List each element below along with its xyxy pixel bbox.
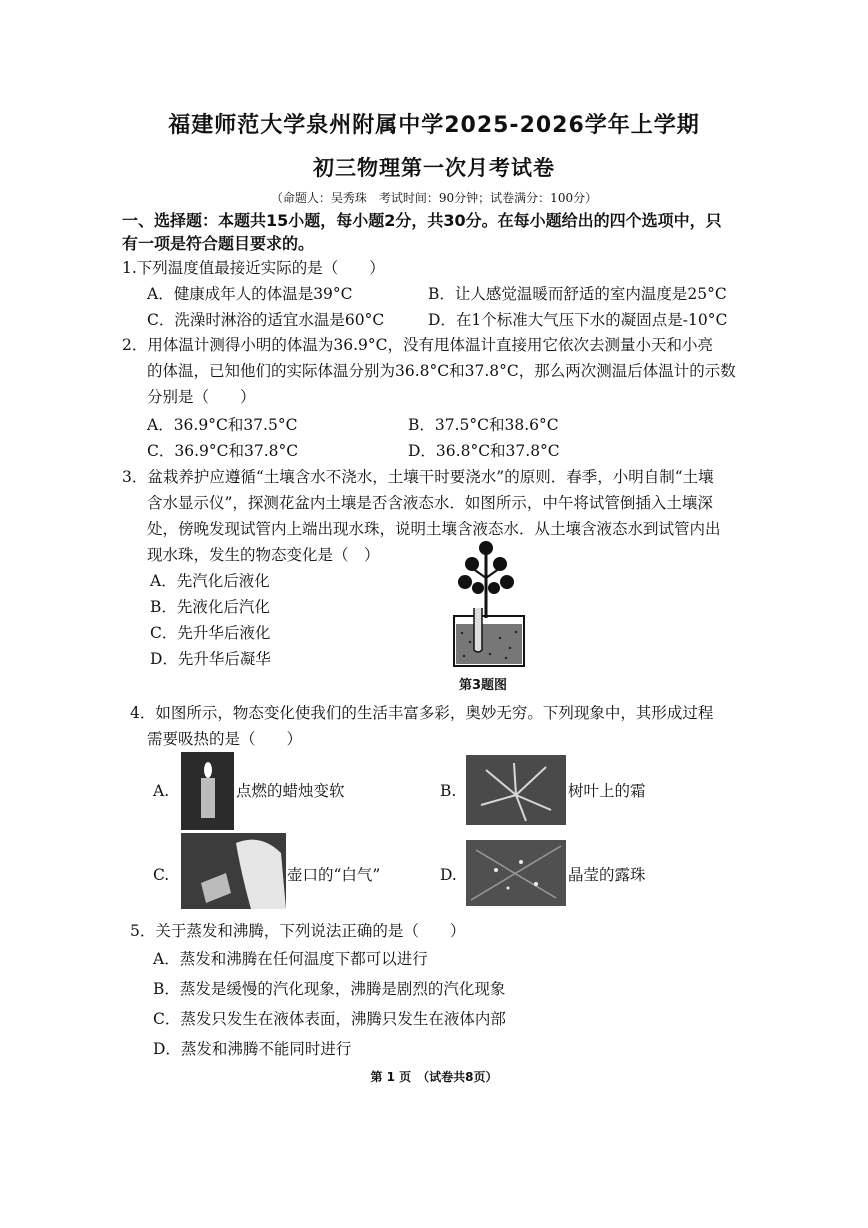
q4-option-d-letter: D.	[440, 866, 457, 884]
q3-line4: 现水珠，发生的物态变化是（ ）	[147, 546, 380, 564]
q3-line1: 3．盆栽养护应遵循“土壤含水不浇水，土壤干时要浇水”的原则．春季，小明自制“土壤	[122, 468, 714, 486]
q2-line1: 2．用体温计测得小明的体温为36.9°C，没有甩体温计直接用它依次去测量小天和小亮	[122, 336, 713, 354]
q3-option-c: C．先升华后液化	[150, 624, 271, 642]
q5-option-c: C．蒸发只发生在液体表面，沸腾只发生在液体内部	[153, 1010, 506, 1028]
q5-option-d: D．蒸发和沸腾不能同时进行	[153, 1040, 352, 1058]
q2-option-d: D．36.8°C和37.8°C	[408, 442, 560, 460]
q2-option-a: A．36.9°C和37.5°C	[147, 416, 298, 434]
q2-option-b: B．37.5°C和38.6°C	[408, 416, 559, 434]
q2-option-c: C．36.9°C和37.8°C	[147, 442, 299, 460]
kettle-steam-photo	[181, 833, 286, 909]
section-heading-line1: 一、选择题：本题共15小题，每小题2分，共30分。在每小题给出的四个选项中，只	[122, 211, 722, 230]
q1-option-b: B．让人感觉温暖而舒适的室内温度是25°C	[428, 285, 727, 303]
q2-line2: 的体温，已知他们的实际体温分别为36.8°C和37.8°C，那么两次测温后体温计的示数	[147, 362, 736, 380]
dew-photo	[466, 840, 566, 906]
candle-photo	[181, 752, 234, 830]
q4-option-c-letter: C.	[153, 866, 170, 884]
q1-option-d: D．在1个标准大气压下水的凝固点是-10°C	[428, 311, 728, 329]
frost-photo	[466, 755, 566, 825]
q4-line1: 4．如图所示，物态变化使我们的生活丰富多彩，奥妙无穷。下列现象中，其形成过程	[130, 704, 714, 722]
q4-option-b-text: 树叶上的霜	[568, 782, 646, 800]
exam-subtitle: 初三物理第一次月考试卷	[313, 156, 555, 180]
section-heading-line2: 有一项是符合题目要求的。	[122, 234, 315, 253]
q4-option-c-text: 壶口的“白气”	[287, 866, 381, 884]
q1-option-c: C．洗澡时淋浴的适宜水温是60°C	[147, 311, 385, 329]
q4-option-b-letter: B.	[440, 782, 457, 800]
q3-line2: 含水显示仪”，探测花盆内土壤是否含液态水．如图所示，中午将试管倒插入土壤深	[147, 494, 713, 512]
q1-option-a: A．健康成年人的体温是39°C	[147, 285, 353, 303]
q1-stem: 1.下列温度值最接近实际的是（ ）	[122, 259, 385, 277]
q3-figure-caption: 第3题图	[459, 678, 508, 693]
q5-option-a: A．蒸发和沸腾在任何温度下都可以进行	[153, 950, 428, 968]
q3-option-d: D．先升华后凝华	[150, 650, 271, 668]
exam-meta: （命题人：吴秀珠 考试时间：90分钟；试卷满分：100分）	[270, 191, 598, 205]
q3-figure-plant-pot	[450, 538, 528, 668]
q5-option-b: B．蒸发是缓慢的汽化现象，沸腾是剧烈的汽化现象	[153, 980, 506, 998]
q3-option-b: B．先液化后汽化	[150, 598, 270, 616]
exam-title: 福建师范大学泉州附属中学2025-2026学年上学期	[168, 113, 700, 138]
q4-option-a-text: 点燃的蜡烛变软	[236, 782, 345, 800]
page-footer: 第 1 页 （试卷共8页）	[370, 1070, 498, 1084]
q4-option-d-text: 晶莹的露珠	[568, 866, 646, 884]
q3-option-a: A．先汽化后液化	[150, 572, 270, 590]
q3-line3: 处，傍晚发现试管内上端出现水珠，说明土壤含液态水．从土壤含液态水到试管内出	[147, 520, 721, 538]
q4-option-a-letter: A.	[153, 782, 170, 800]
q4-line2: 需要吸热的是（ ）	[147, 730, 303, 748]
q5-stem: 5．关于蒸发和沸腾，下列说法正确的是（ ）	[130, 922, 466, 940]
q2-line3: 分别是（ ）	[147, 388, 256, 406]
